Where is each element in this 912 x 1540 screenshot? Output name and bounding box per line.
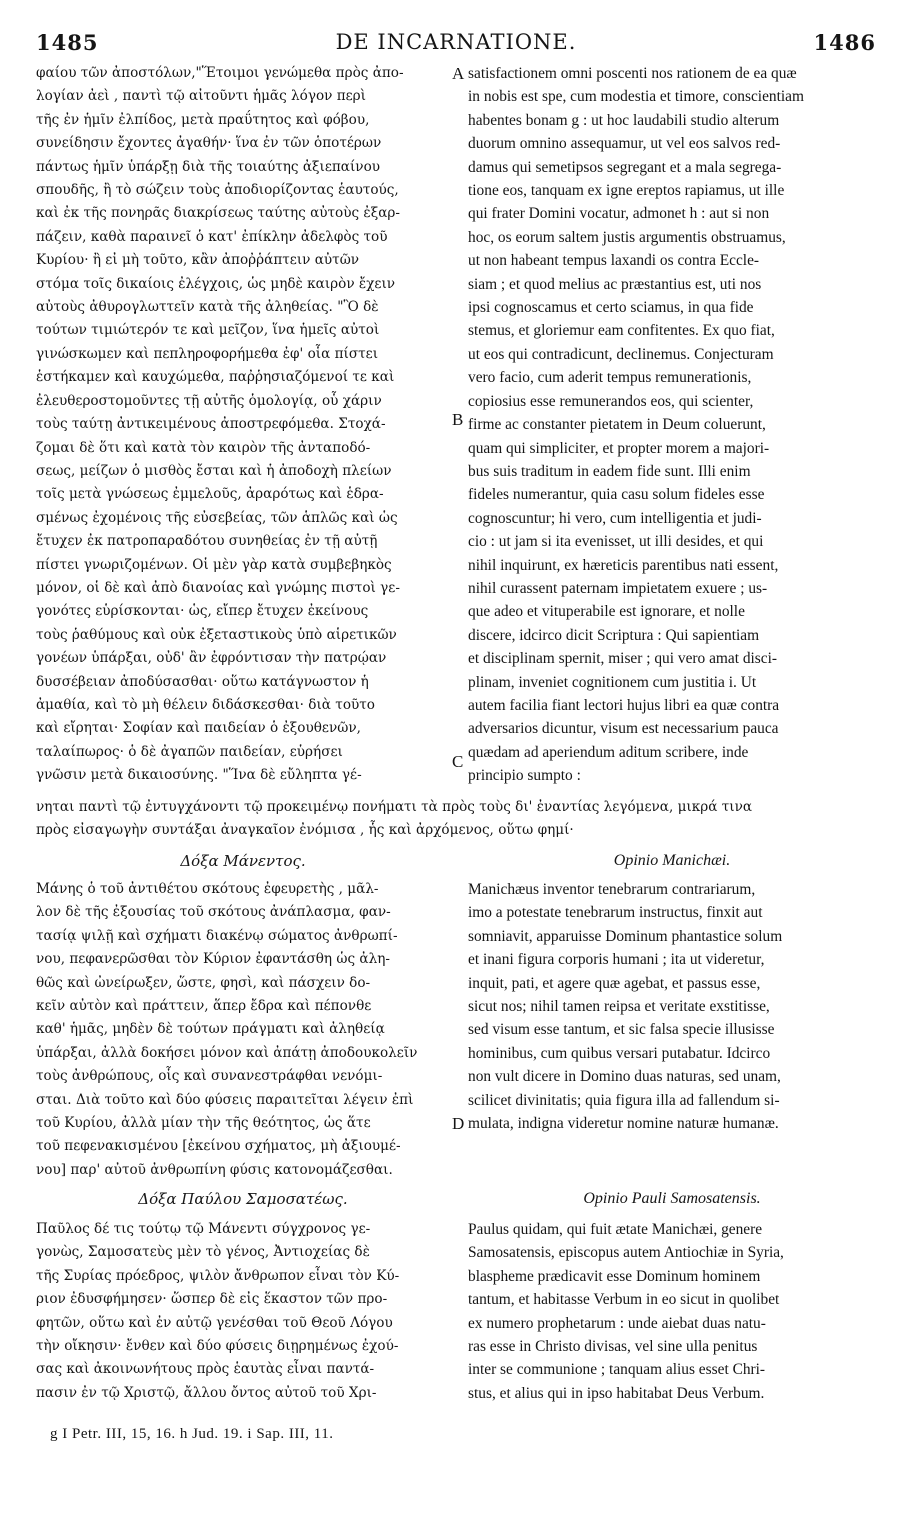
greek-text-line: σας καὶ ἀκοινωνήτους πρὸς ἑαυτὰς εἶναι παντά- <box>36 1361 375 1378</box>
greek-text-line: λον δὲ τῆς ἐξουσίας τοῦ σκότους ἀνάπλασμα, φαν- <box>36 904 391 921</box>
greek-text-line: αὐτοὺς ἀθυρογλωττεῖν κατὰ τῆς ἀληθείας. "Ὃ δὲ <box>36 299 379 316</box>
greek-text-line: ἐλευθεροστομοῦντες τῇ αὐτῆς ὁμολογίᾳ, οὗ χάριν <box>36 392 382 409</box>
greek-text-line: Μάνης ὁ τοῦ ἀντιθέτου σκότους ἐφευρετὴς , μᾶλ- <box>36 881 379 897</box>
latin-text-line: autem facilia fiant lectori hujus libri ea quæ contra <box>468 696 780 714</box>
latin-text-line: que adeo et vituperabile est ignorare, et nolle <box>468 603 745 621</box>
greek-text-line: τῆς Συρίας πρόεδρος, ψιλὸν ἄνθρωπον εἶναι τὸν Κύ- <box>36 1267 400 1284</box>
greek-text-line: τὴν οἴκησιν· ἔνθεν καὶ δύο φύσεις διῃρημένως ἐχού- <box>36 1338 399 1355</box>
greek-text-line: μόνον, οἱ δὲ καὶ ἀπὸ διανοίας καὶ γνώμης πιστοὶ γε- <box>36 579 400 596</box>
greek-wide-line: νηται παντὶ τῷ ἐντυγχάνοντι τῷ προκειμένῳ πονήματι τὰ πρὸς τοὺς δι' ἐναντίας λεγόμενα, μικρά τινα <box>36 799 753 815</box>
latin-text-line: non vult dicere in Domino duas naturas, sed unam, <box>468 1068 781 1086</box>
greek-text-line: ἑστήκαμεν καὶ καυχώμεθα, παῤῥησιαζόμενοί τε καὶ <box>36 369 395 386</box>
latin-text-line: discere, idcirco dicit Scriptura : Qui sapientiam <box>468 626 760 644</box>
latin-text-line: et inani figura corporis humani ; ita ut videretur, <box>468 951 765 969</box>
latin-text-line: bus suis traditum in eadem fide sunt. Illi enim <box>468 462 751 480</box>
latin-text-line: firme ac constanter pietatem in Deum coluerunt, <box>468 416 766 434</box>
greek-text-line: ταλαίπωρος· ὁ δὲ ἀγαπῶν παιδείαν, εὑρήσει <box>36 743 343 760</box>
greek-text-line: νου, πεφανερῶσθαι τὸν Κύριον ἐφαντάσθη ὡς ἀλη- <box>36 951 390 968</box>
greek-text-line: θῶς καὶ ὠνείρωξεν, ὥστε, φησὶ, καὶ πάσχειν δο- <box>36 974 371 991</box>
greek-text-line: καὶ εἴρηται· Σοφίαν καὶ παιδείαν ὁ ἐξουθενῶν, <box>36 720 361 737</box>
greek-text-line: φαίου τῶν ἀποστόλων,"Ἕτοιμοι γενώμεθα πρὸς ἀπο- <box>36 65 404 81</box>
latin-text-line: ipsi cognoscamus et certo sciamus, in qua fide <box>468 299 754 317</box>
latin-text-line: ras esse in Christo divisas, vel sine ulla penitus <box>468 1338 758 1356</box>
latin-text-line: ut eos qui contradicunt, declinemus. Conjecturam <box>468 345 774 363</box>
greek-text-line: Κυρίου· ἢ εἰ μὴ τοῦτο, κἂν ἀποῤῥάπτειν αὐτῶν <box>36 252 360 269</box>
latin-text-line: blaspheme prædicavit esse Dominum hominem <box>468 1267 761 1285</box>
section-heading-latin-manichaei: Opinio Manichæi. <box>613 852 731 869</box>
latin-text-line: hominibus, cum quibus versari putabatur. Idcirco <box>468 1044 771 1062</box>
latin-text-line: in nobis est spe, cum modestia et timore, conscientiam <box>468 88 804 106</box>
section-heading-latin-pauli: Opinio Pauli Samosatensis. <box>583 1190 761 1207</box>
greek-text-line: ἔτυχεν ἐκ πατροπαραδότου συνηθείας ἐν τῇ αὐτῇ <box>36 533 378 550</box>
running-header <box>36 30 876 58</box>
greek-text-line: γνῶσιν μετὰ δικαιοσύνης. "Ἵνα δὲ εὔληπτα γέ- <box>36 767 362 784</box>
greek-text-line: ριον ἐδυσφήμησεν· ὥσπερ δὲ εἰς ἕκαστον τῶν προ- <box>36 1291 388 1308</box>
section-heading-greek-paulus: Δόξα Παύλου Σαμοσατέως. <box>138 1190 348 1208</box>
latin-text-line: quam qui simpliciter, et propter morem a majori- <box>468 439 770 457</box>
latin-text-line: principio sumpto : <box>468 767 581 785</box>
latin-text-line: qui frater Domini vocatur, admonet h : aut si non <box>468 205 770 223</box>
running-title: DE INCARNATIONE. <box>335 30 577 54</box>
latin-text-line: sed visum esse tantum, et sic falsa specie illusisse <box>468 1021 775 1039</box>
greek-text-line: Παῦλος δέ τις τούτῳ τῷ Μάνεντι σύγχρονος γε- <box>36 1221 371 1237</box>
greek-text-line: πασιν ἐν τῷ Χριστῷ, ἄλλου ὄντος αὐτοῦ τοῦ Χρι- <box>36 1384 377 1401</box>
greek-text-line: γονὼς, Σαμοσατεὺς μὲν τὸ γένος, Ἀντιοχείας δὲ <box>36 1244 370 1261</box>
greek-text-line: τοῦ Κυρίου, ἀλλὰ μίαν τὴν τῆς θεότητος, ὡς ἅτε <box>36 1115 371 1132</box>
latin-text-line: tantum, et habitasse Verbum in eo sicut in quolibet <box>468 1291 780 1309</box>
greek-text-line: τασίᾳ ψιλῇ καὶ σχήματι διακένῳ σώματος ἀνθρωπί- <box>36 927 398 944</box>
latin-text-line: Manichæus inventor tenebrarum contrariarum, <box>468 881 756 898</box>
latin-text-line: quædam ad aperiendum aditum scribere, inde <box>468 743 749 761</box>
greek-column-top <box>36 62 450 788</box>
latin-text-line: hoc, os eorum saltem justis argumentis obstruamus, <box>468 228 786 246</box>
greek-text-line: δυσσέβειαν ἀποδύσασθαι· οὕτω κατάγνωστον ἡ <box>36 673 369 690</box>
latin-column-top <box>468 62 876 788</box>
latin-text-line: adversarios dicuntur, visum est necessarium pauca <box>468 720 779 738</box>
latin-column-pauli <box>468 1218 876 1405</box>
greek-text-line: φητῶν, οὕτω καὶ ἐν αὐτῷ γενέσθαι τοῦ Θεοῦ Λόγου <box>36 1314 393 1331</box>
latin-text-line: cio : ut jam si ita evenisset, ut illi desides, et qui <box>468 533 764 551</box>
greek-text-line: τοὺς ῥαθύμους καὶ οὐκ ἐξεταστικοὺς ὑπὸ αἱρετικῶν <box>36 626 397 643</box>
footnotes: g I Petr. III, 15, 16. h Jud. 19. i Sap. III, 11. <box>50 1426 334 1442</box>
greek-text-line: λογίαν ἀεὶ , παντὶ τῷ αἰτοῦντι ἡμᾶς λόγον περὶ <box>36 88 367 105</box>
greek-text-line: γονότες εὑρίσκονται· ὡς, εἴπερ ἔτυχεν ἐκείνους <box>36 603 369 620</box>
greek-column-manes <box>36 878 450 1182</box>
greek-text-line: πάντως ἡμῖν ὑπάρξῃ διὰ τῆς τοιαύτης ἀξιεπαίνου <box>36 158 381 175</box>
greek-text-line: κεῖν αὐτὸν καὶ πράττειν, ἅπερ ἔδρα καὶ πέπονθε <box>36 998 372 1015</box>
latin-text-line: et disciplinam spernit, miser ; qui vero amat disci- <box>468 650 778 668</box>
greek-text-line: πάζειν, καθὰ παραινεῖ ὁ κατ' ἐπίκλην ἀδελφὸς τοῦ <box>36 228 388 245</box>
greek-text-line: τοὺς ἀνθρώπους, οἷς καὶ συνανεστράφθαι νενόμι- <box>36 1068 383 1085</box>
latin-text-line: fideles numerantur, quia casu solum fideles esse <box>468 486 765 504</box>
latin-text-line: nihil curassent paternam impietatem exuere ; us- <box>468 579 768 597</box>
greek-text-line: σπουδῆς, ἢ τὸ σώζειν τοὺς ἀποδιορίζοντας ἑαυτούς, <box>36 182 399 199</box>
greek-text-line: σεως, μείζων ὁ μισθὸς ἔσται καὶ ἡ ἀποδοχὴ πλείων <box>36 462 392 479</box>
latin-text-line: cognoscuntur; hi vero, cum intelligentia et judi- <box>468 509 762 527</box>
greek-text-line: τῆς ἐν ἡμῖν ἐλπίδος, μετὰ πραΰτητος καὶ φόβου, <box>36 111 370 128</box>
latin-text-line: inter se communione ; tanquam alius esset Chri- <box>468 1361 766 1379</box>
latin-text-line: nihil inquirunt, ex hæreticis parentibus nati essent, <box>468 556 779 574</box>
latin-text-line: satisfactionem omni poscenti nos rationem de ea quæ <box>468 65 797 82</box>
latin-text-line: somniavit, apparuisse Dominum phantastice solum <box>468 927 783 945</box>
latin-text-line: copiosius esse remunerandos eos, qui scienter, <box>468 392 754 410</box>
greek-text-line: ζομαι δὲ ὅτι καὶ κατὰ τὸν καιρὸν τῆς ἀνταποδό- <box>36 439 371 456</box>
latin-text-line: habentes bonam g : ut hoc laudabili studio alterum <box>468 111 780 129</box>
latin-text-line: mulata, indigna videretur nomine naturæ humanæ. <box>468 1115 779 1133</box>
margin-marker-c: C <box>452 752 464 771</box>
latin-text-line: imo a potestate tenebrarum instructus, finxit aut <box>468 904 763 922</box>
greek-text-line: ὑπάρξαι, ἀλλὰ δοκήσει μόνον καὶ ἀπάτῃ ἀποδουκολεῖν <box>36 1044 418 1061</box>
latin-text-line: Paulus quidam, qui fuit ætate Manichæi, genere <box>468 1221 763 1238</box>
section-heading-greek-manes: Δόξα Μάνεντος. <box>180 852 306 870</box>
latin-text-line: siam ; et quod melius ac præstantius est, uti nos <box>468 275 762 293</box>
margin-marker-b: B <box>452 410 464 429</box>
latin-column-manichaei <box>468 878 876 1135</box>
margin-marker-d: D <box>452 1114 465 1133</box>
greek-column-paulus <box>36 1218 450 1405</box>
latin-text-line: stus, et alius qui in ipso habitabat Deus Verbum. <box>468 1384 765 1402</box>
greek-text-line: τοὺς ταύτῃ ἀντικειμένους ἀποστρεφόμεθα. Στοχά- <box>36 416 386 433</box>
greek-text-line: γονέων ὑπάρξαι, οὐδ' ἂν ἐφρόντισαν τὴν πατρῴαν <box>36 650 387 667</box>
greek-text-line: πίστει γνωριζομένων. Οἱ μὲν γὰρ κατὰ συμβεβηκὸς <box>36 556 392 573</box>
greek-text-line: σται. Διὰ τοῦτο καὶ δύο φύσεις παραιτεῖται λέγειν ἐπὶ <box>36 1091 414 1108</box>
latin-text-line: scilicet divinitatis; quia figura illa ad fallendum si- <box>468 1091 780 1109</box>
latin-text-line: inquit, pati, et agere quæ agebat, et passus esse, <box>468 974 761 992</box>
greek-text-line: τοῦ πεφενακισμένου [ἐκείνου σχήματος, μὴ ἀξιουμέ- <box>36 1138 401 1155</box>
greek-wide-lines <box>36 796 876 843</box>
greek-text-line: ἀμαθία, καὶ τὸ μὴ θέλειν διδάσκεσθαι· διὰ τοῦτο <box>36 696 375 713</box>
greek-text-line: γινώσκωμεν καὶ πεπληροφορήμεθα ἐφ' οἷα πίστει <box>36 345 379 362</box>
latin-text-line: ut non habeant tempus laxandi os contra Eccle- <box>468 252 760 270</box>
greek-text-line: τούτων τιμιώτερόν τε καὶ μεῖζον, ἵνα ἡμεῖς αὐτοὶ <box>36 322 380 339</box>
greek-text-line: καὶ ἐκ τῆς πονηρᾶς διακρίσεως ταύτης αὐτοὺς ἐξαρ- <box>36 205 400 222</box>
page-number-right: 1486 <box>813 30 876 55</box>
latin-text-line: stemus, et gloriemur eam confitentes. Ex quo fiat, <box>468 322 775 340</box>
latin-text-line: Samosatensis, episcopus autem Antiochiæ in Syria, <box>468 1244 784 1262</box>
greek-text-line: στόμα τοῖς δικαίοις ἐλέγχοις, ὡς μηδὲ καιρὸν ἔχειν <box>36 275 396 292</box>
latin-text-line: vero facio, cum aderit tempus remunerationis, <box>468 369 752 387</box>
latin-text-line: ex numero prophetarum : unde aiebat duas natu- <box>468 1314 766 1332</box>
greek-text-line: καθ' ἡμᾶς, μηδὲν δὲ τούτων πράγματι καὶ ἀληθείᾳ <box>36 1021 385 1038</box>
greek-wide-line: πρὸς εἰσαγωγὴν συντάξαι ἀναγκαῖον ἐνόμισα , ἧς καὶ ἀρχόμενος, οὕτω φημί· <box>36 822 574 839</box>
greek-text-line: συνείδησιν ἔχοντες ἀγαθήν· ἵνα ἐν τῶν ὁποτέρων <box>36 135 382 152</box>
latin-text-line: sicut nos; nihil tamen reipsa et veritate exstitisse, <box>468 998 770 1016</box>
latin-text-line: duorum omnino assequamur, ut vel eos salvos red- <box>468 135 781 153</box>
greek-text-line: νου] παρ' αὐτοῦ ἀνθρωπίνη φύσις κατονομάζεσθαι. <box>36 1161 393 1178</box>
latin-text-line: damus qui semetipsos segregant et a mala segrega- <box>468 158 782 176</box>
latin-text-line: plinam, inveniet cognitionem cum justitia i. Ut <box>468 673 757 691</box>
greek-text-line: τοῖς μετὰ γνώσεως ἐμμελοῦς, ἀραρότως καὶ ἑδρα- <box>36 486 384 503</box>
greek-text-line: σμένως ἐχομένοις τῆς εὐσεβείας, τῶν ἁπλῶς καὶ ὡς <box>36 509 398 526</box>
page-number-left: 1485 <box>36 30 99 55</box>
latin-text-line: tione eos, tanquam ex igne ereptos rapiamus, ut ille <box>468 182 785 200</box>
margin-marker-a: A <box>452 64 465 83</box>
